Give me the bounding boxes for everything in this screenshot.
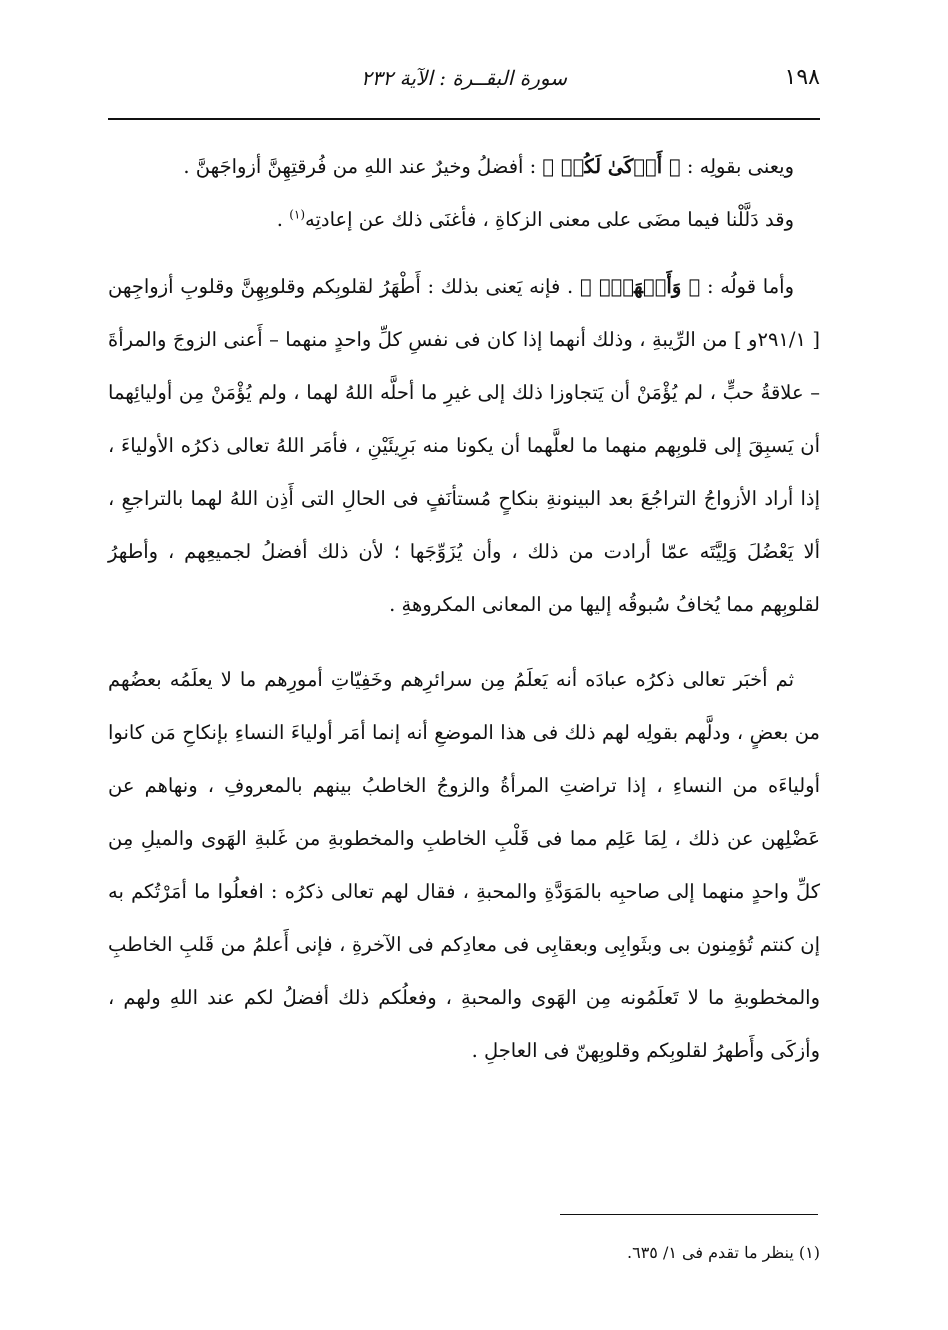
paragraph-1-text: : أفضلُ وخيرٌ عند اللهِ من فُرقتِهِنَّ أزواجَهنَّ . [183,155,543,178]
paragraph-1-lead: ويعنى بقولِه : [680,155,794,178]
paragraph-3-lead: وأما قولُه : [700,275,794,298]
page-number: ١٩٨ [784,65,820,90]
paragraph-3 [108,260,820,631]
page-header [108,58,820,102]
footnote-reference: (١) [289,207,306,222]
running-head: سورة البقــرة : الآية ٢٣٢ [361,66,567,90]
body-text [108,140,820,1077]
paragraph-2-text: وقد دَلَّلْنا فيما مضَى على معنى الزكاةِ ، فأغنَى ذلك عن إعادتِه [305,208,794,231]
paragraph-1 [108,140,820,193]
paragraph-3-text: . فإنه يَعنى بذلك : أَطْهَرُ لقلوبِكم وقلوبِهِنَّ وقلوبِ أزواجِهن [ ٢٩١/١و ] من الرِّيبةِ ، وذلك أنهما إذا كان فى نفسِ كلِّ واحدٍ منهما – أَعنى الزوجَ والمرأةَ – علاقةُ حبٍّ ، لم يُؤْمَنْ أن يَتجاوزا ذلك إلى غيرِ ما أحلَّه اللهُ لهما ، ولم يُؤْمَنْ مِن أوليائِهما أن يَسبِقَ إلى قلوبِهم منهما ما لعلَّهما أن يكونا منه بَرِيئَيْنِ ، فأمَر اللهُ تعالى ذكرُه الأولياءَ ، إذا أراد الأزواجُ التراجُعَ بعد البينونةِ بنكاحٍ مُستأنَفٍ فى الحالِ التى أَذِن اللهُ لهما بالتراجعِ ، ألا يَعْضُلَ وَلِيَّتَه عمّا أرادت من ذلك ، وأن يُزَوِّجَها ؛ لأن ذلك أفضلُ لجميعِهم ، وأطهرُ لقلوبِهم مما يُخافُ سُبوقُه إليها من المعانى المكروهةِ . [108,275,820,616]
header-rule [108,118,820,120]
paragraph-2 [108,193,820,246]
paragraph-2-end: . [276,208,290,231]
quran-verse-azka-lakum: ﴿ أَزۡكَىٰ لَكُمۡ ﴾ [542,155,681,178]
paragraph-4 [108,653,820,1077]
footnote [108,1236,820,1270]
footnote-rule [560,1214,818,1215]
footnote-text: (١) ينظر ما تقدم فى ١/ ٦٣٥. [627,1243,820,1262]
paragraph-4-text: ثم أخبَر تعالى ذكرُه عبادَه أنه يَعلَمُ مِن سرائرِهم وخَفِيّاتِ أمورِهم ما لا يعلَمُه بعضُهم من بعضٍ ، ودلَّهم بقولِه لهم ذلك فى هذا الموضعِ أنه إنما أمَر أولياءَ النساءِ بإنكاحِ مَن كانوا أولياءَه من النساءِ ، إذا تراضتِ المرأةُ والزوجُ الخاطبُ بينهم بالمعروفِ ، ونهاهم عن عَضْلِهن عن ذلك ، لِمَا عَلِم مما فى قَلْبِ الخاطبِ والمخطوبةِ من غَلبةِ الهَوى والميلِ مِن كلِّ واحدٍ منهما إلى صاحبِه بالمَوَدَّةِ والمحبةِ ، فقال لهم تعالى ذكرُه : افعلُوا ما أمَرْتُكم به إن كنتم تُؤمِنون بى وبثَوابِى وبعقابِى فى معادِكم فى الآخرةِ ، فإنى أَعلمُ من قَلبِ الخاطبِ والمخطوبةِ ما لا تَعلَمُونه مِن الهَوى والمحبةِ ، وفعلُكم ذلك أفضلُ لكم عند اللهِ ولهم ، وأزكَى وأَطهرُ لقلوبِكم وقلوبِهنّ فى العاجلِ . [108,668,820,1062]
quran-verse-wa-athar: ﴿ وَأَطۡهَرُۚ ﴾ [579,275,701,298]
